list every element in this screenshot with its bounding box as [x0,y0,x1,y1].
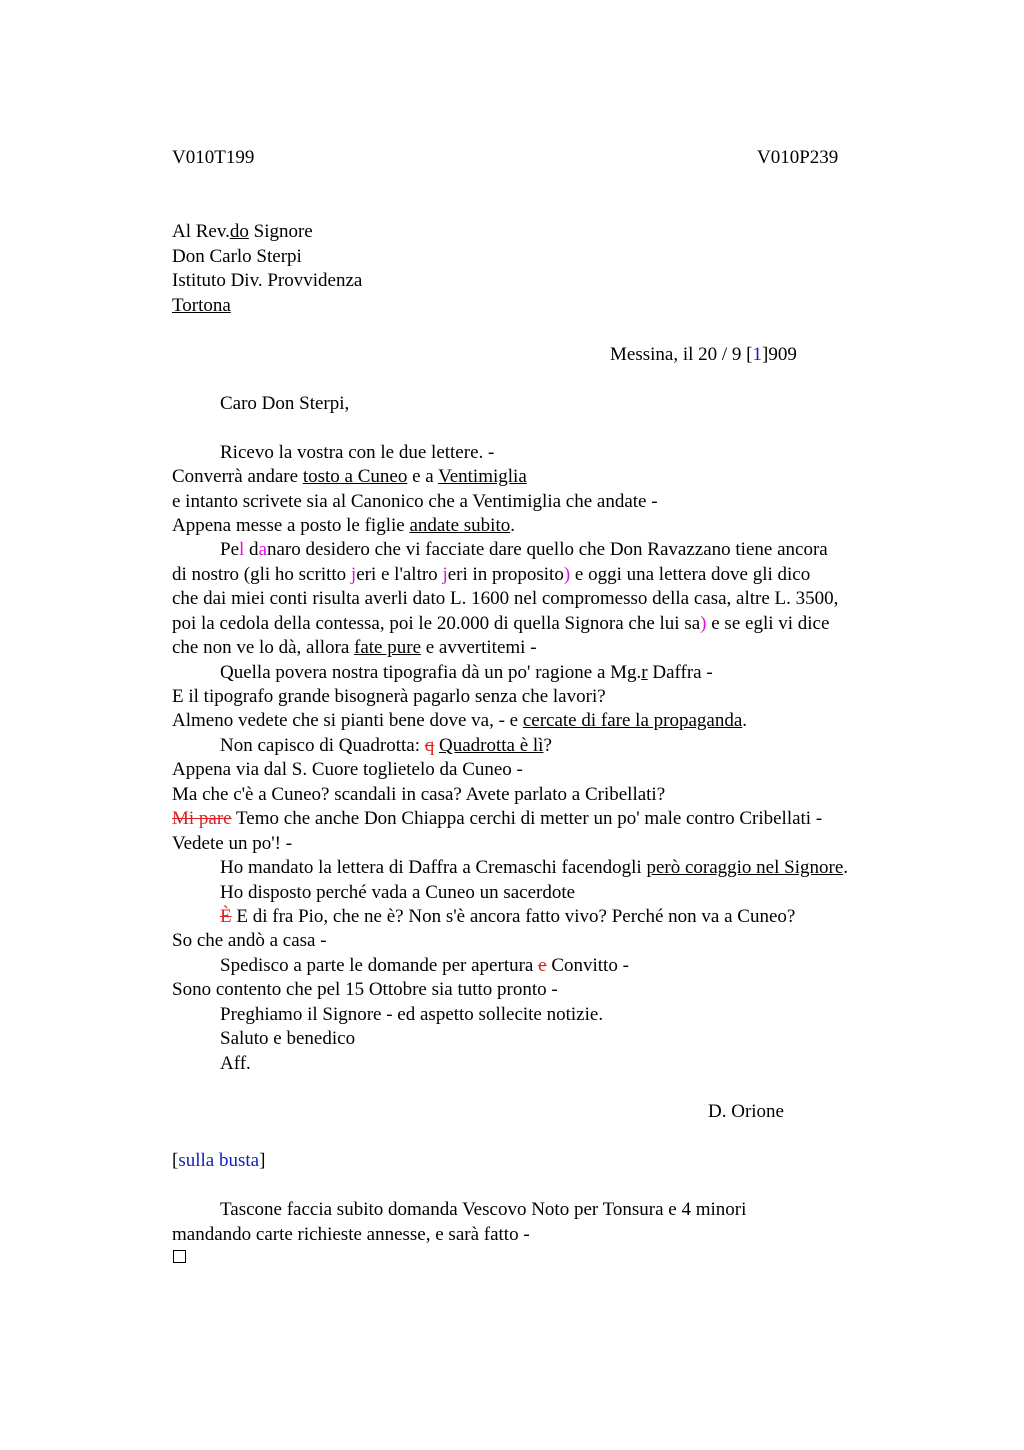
body-line: Quella povera nostra tipografia dà un po' ragione a Mg.r Daffra - [220,662,713,683]
body-line: Non capisco di Quadrotta: q Quadrotta è lì? [220,735,552,756]
envelope-note: [sulla busta] [172,1150,266,1171]
header-left-code: V010T199 [172,147,255,168]
body-line: Ho mandato la lettera di Daffra a Cremaschi facendogli però coraggio nel Signore. [220,857,849,878]
body-line: Converrà andare tosto a Cuneo e a Ventimiglia [172,466,527,487]
salutation: Caro Don Sterpi, [220,393,350,414]
body-line: poi la cedola della contessa, poi le 20.000 di quella Signora che lui sa) e se egli vi dice [172,613,830,634]
body-line: Appena messe a posto le figlie andate subito. [172,515,515,536]
header-right-code: V010P239 [757,147,839,168]
body-line: di nostro (gli ho scritto jeri e l'altro jeri in proposito) e oggi una lettera dove gli dico [172,564,811,585]
empty-square-icon [173,1250,186,1263]
postscript-line: mandando carte richieste annesse, e sarà fatto - [172,1224,530,1245]
body-line: Ho disposto perché vada a Cuneo un sacerdote [220,882,576,903]
letter-date: Messina, il 20 / 9 [1]909 [610,344,797,365]
body-line: E il tipografo grande bisognerà pagarlo senza che lavori? [172,686,606,707]
body-line: che non ve lo dà, allora fate pure e avvertitemi - [172,637,537,658]
body-line: È E di fra Pio, che ne è? Non s'è ancora fatto vivo? Perché non va a Cuneo? [220,906,796,927]
address-line-3: Istituto Div. Provvidenza [172,270,363,291]
address-line-1: Al Rev.do Signore [172,221,313,242]
body-line: Vedete un po'! - [172,833,293,854]
body-line: Sono contento che pel 15 Ottobre sia tutto pronto - [172,979,558,1000]
body-line: Aff. [220,1053,251,1074]
body-line: Spedisco a parte le domande per apertura e Convitto - [220,955,629,976]
address-line-2: Don Carlo Sterpi [172,246,302,267]
body-line: So che andò a casa - [172,930,327,951]
postscript-line: Tascone faccia subito domanda Vescovo Noto per Tonsura e 4 minori [220,1199,747,1220]
body-line: Preghiamo il Signore - ed aspetto sollecite notizie. [220,1004,604,1025]
signature: D. Orione [708,1101,784,1122]
body-line: e intanto scrivete sia al Canonico che a Ventimiglia che andate - [172,491,658,512]
body-line: Mi pare Temo che anche Don Chiappa cerchi di metter un po' male contro Cribellati - [172,808,823,829]
body-line: Pel danaro desidero che vi facciate dare quello che Don Ravazzano tiene ancora [220,539,828,560]
body-line: Appena via dal S. Cuore toglietelo da Cuneo - [172,759,523,780]
body-line: Saluto e benedico [220,1028,356,1049]
body-line: Ma che c'è a Cuneo? scandali in casa? Avete parlato a Cribellati? [172,784,666,805]
body-line: Ricevo la vostra con le due lettere. - [220,442,495,463]
body-line: Almeno vedete che si pianti bene dove va, - e cercate di fare la propaganda. [172,710,748,731]
body-line: che dai miei conti risulta averli dato L. 1600 nel compromesso della casa, altre L. 3500, [172,588,839,609]
address-line-4: Tortona [172,295,231,316]
